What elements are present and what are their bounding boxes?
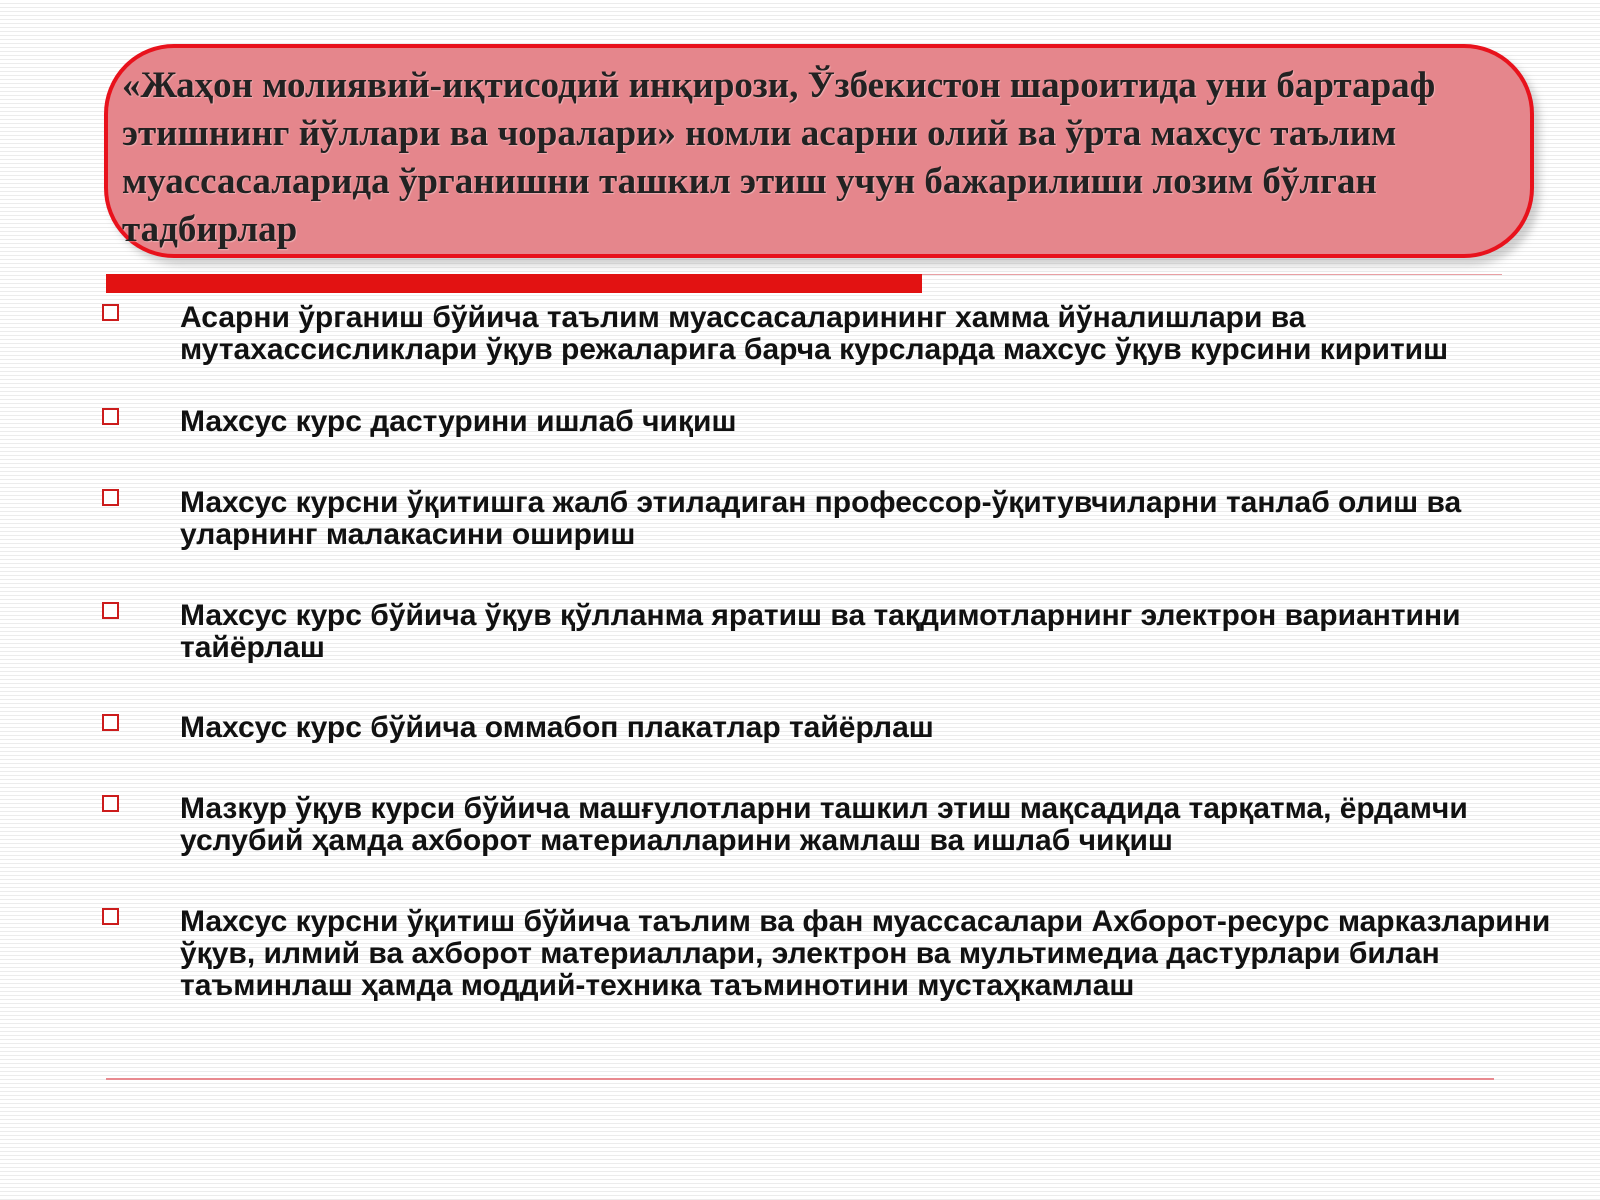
list-item-text: Махсус курс дастурини ишлаб чиқиш bbox=[180, 405, 737, 438]
list-item-text: Махсус курс бўйича оммабоп плакатлар тайёрлаш bbox=[180, 711, 934, 744]
hollow-square-bullet-icon bbox=[102, 408, 119, 425]
divider-line-bottom bbox=[106, 1078, 1494, 1080]
divider-line-top bbox=[922, 274, 1502, 275]
hollow-square-bullet-icon bbox=[102, 489, 119, 506]
list-item-text: Мазкур ўқув курси бўйича машғулотларни ташкил этиш мақсадида тарқатма, ёрдамчи услубий ҳамда ахборот материалларини жамлаш ва ишлаб чиқиш bbox=[180, 792, 1468, 857]
hollow-square-bullet-icon bbox=[102, 304, 119, 321]
hollow-square-bullet-icon bbox=[102, 795, 119, 812]
hollow-square-bullet-icon bbox=[102, 602, 119, 619]
list-item-text: Махсус курсни ўқитиш бўйича таълим ва фан муассасалари Ахборот-ресурс марказларини ўқув, илмий ва ахборот материаллари, электрон ва мультимедиа дастурлари билан таъминлаш ҳамда моддий-техника таъминотини мустаҳкамлаш bbox=[180, 905, 1551, 1002]
list-item-text: Махсус курс бўйича ўқув қўлланма яратиш ва тақдимотларнинг электрон вариантини тайёрлаш bbox=[180, 599, 1461, 664]
list-item-text: Махсус курсни ўқитишга жалб этиладиган профессор-ўқитувчиларни танлаб олиш ва уларнинг малакасини ошириш bbox=[180, 486, 1462, 551]
slide-title: «Жаҳон молиявий-иқтисодий инқирози, Ўзбекистон шароитида уни бартараф этишнинг йўллари ва чоралари» номли асарни олий ва ўрта махсус таълим муассасаларида ўрганишни ташкил этиш учун бажарилиши лозим бўлган тадбирлар bbox=[122, 65, 1436, 250]
hollow-square-bullet-icon bbox=[102, 714, 119, 731]
list-item-text: Асарни ўрганиш бўйича таълим муассасаларининг хамма йўналишлари ва мутахассисликлари ўқув режаларига барча курсларда махсус ўқув курсини киритиш bbox=[180, 301, 1449, 366]
hollow-square-bullet-icon bbox=[102, 908, 119, 925]
accent-bar bbox=[106, 274, 922, 293]
